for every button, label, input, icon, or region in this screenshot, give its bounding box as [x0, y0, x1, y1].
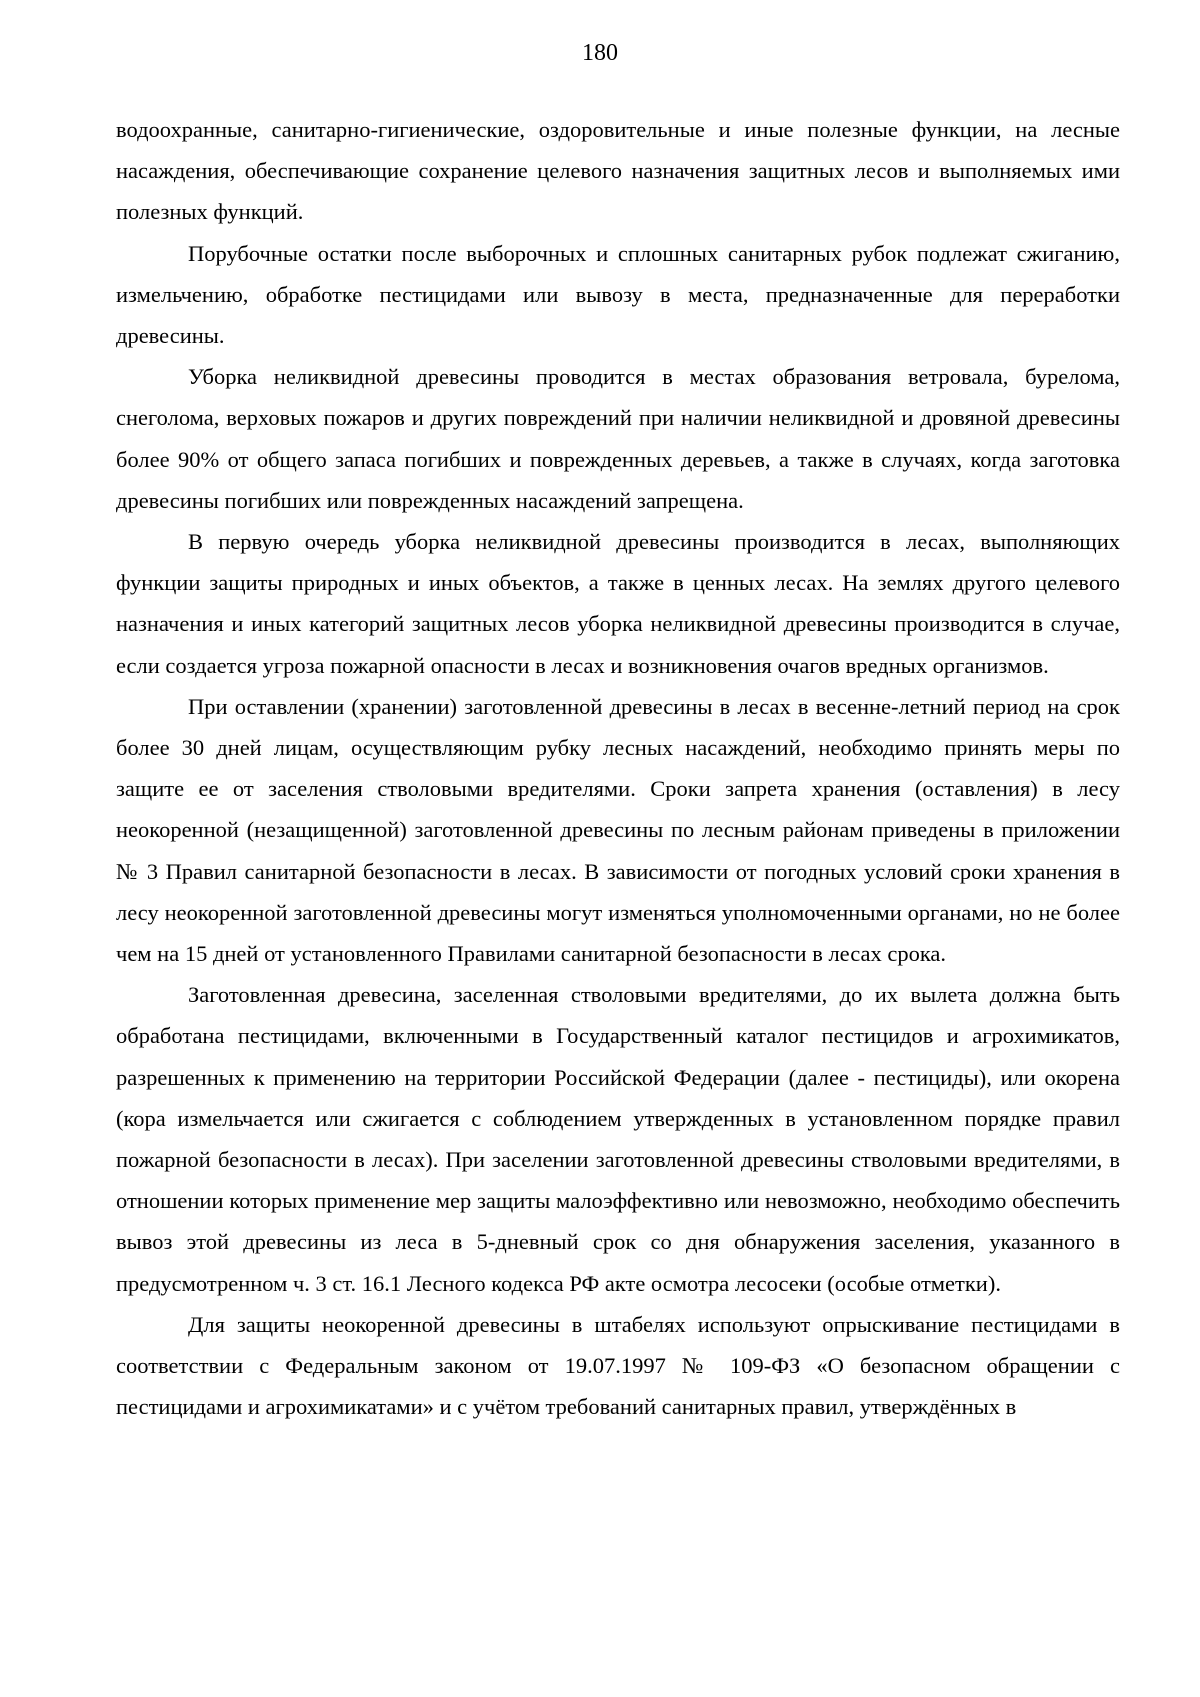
page-number: 180 — [582, 40, 618, 66]
paragraph: Порубочные остатки после выборочных и сплошных санитарных рубок подлежат сжиганию, измельчению, обработке пестицидами или вывозу в места, предназначенные для переработки древесины. — [116, 240, 1120, 349]
paragraph: Уборка неликвидной древесины проводится в местах образования ветровала, бурелома, снеголома, верховых пожаров и других повреждений при наличии неликвидной и дровяной древесины более 90% от общего запаса погибших и поврежденных деревьев, а также в случаях, когда заготовка древесины погибших или поврежденных насаждений запрещена. — [116, 364, 1120, 513]
paragraph-continued: водоохранные, санитарно-гигиенические, оздоровительные и иные полезные функции, на лесные насаждения, обеспечивающие сохранение целевого назначения защитных лесов и выполняемых ими полезных функций. — [116, 117, 1120, 225]
document-body — [116, 109, 1120, 1428]
paragraph: В первую очередь уборка неликвидной древесины производится в лесах, выполняющих функции защиты природных и иных объектов, а также в ценных лесах. На землях другого целевого назначения и иных категорий защитных лесов уборка неликвидной древесины производится в случае, если создается угроза пожарной опасности в лесах и возникновения очагов вредных организмов. — [116, 529, 1120, 678]
paragraph: Заготовленная древесина, заселенная стволовыми вредителями, до их вылета должна быть обработана пестицидами, включенными в Государственный каталог пестицидов и агрохимикатов, разрешенных к применению на территории Российской Федерации (далее - пестициды), или окорена (кора измельчается или сжигается с соблюдением утвержденных в установленном порядке правил пожарной безопасности в лесах). При заселении заготовленной древесины стволовыми вредителями, в отношении которых применение мер защиты малоэффективно или невозможно, необходимо обеспечить вывоз этой древесины из леса в 5-дневный срок со дня обнаружения заселения, указанного в предусмотренном ч. 3 ст. 16.1 Лесного кодекса РФ акте осмотра лесосеки (особые отметки). — [116, 982, 1120, 1296]
paragraph: Для защиты неокоренной древесины в штабелях используют опрыскивание пестицидами в соответствии с Федеральным законом от 19.07.1997 № 109-ФЗ «О безопасном обращении с пестицидами и агрохимикатами» и с учётом требований санитарных правил, утверждённых в — [116, 1311, 1120, 1420]
paragraph: При оставлении (хранении) заготовленной древесины в лесах в весенне-летний период на срок более 30 дней лицам, осуществляющим рубку лесных насаждений, необходимо принять меры по защите ее от заселения стволовыми вредителями. Сроки запрета хранения (оставления) в лесу неокоренной (незащищенной) заготовленной древесины по лесным районам приведены в приложении № 3 Правил санитарной безопасности в лесах. В зависимости от погодных условий сроки хранения в лесу неокоренной заготовленной древесины могут изменяться уполномоченными органами, но не более чем на 15 дней от установленного Правилами санитарной безопасности в лесах срока. — [116, 693, 1120, 967]
